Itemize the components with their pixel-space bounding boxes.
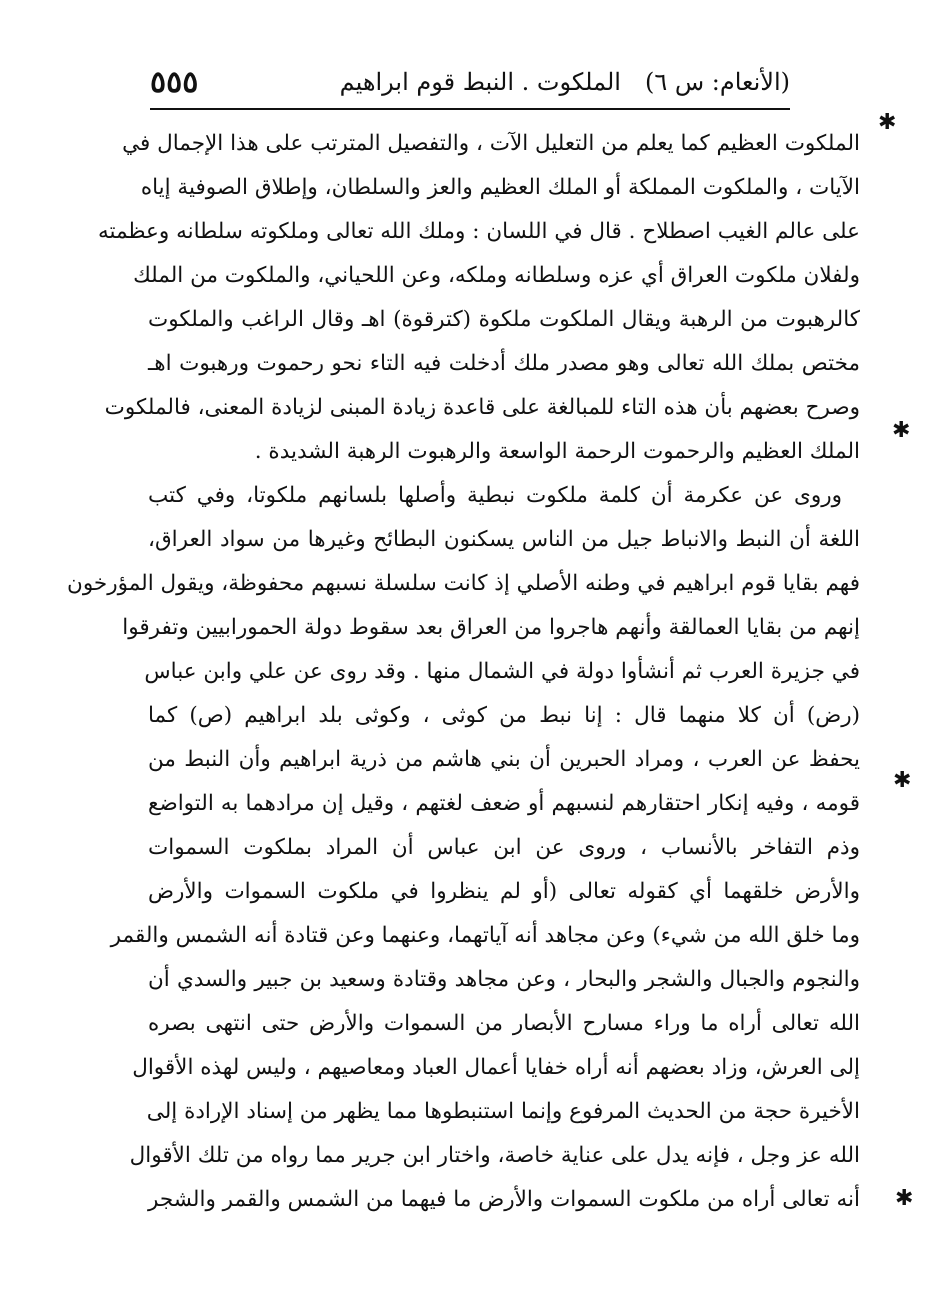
text-line: وصرح بعضهم بأن هذه التاء للمبالغة على قاعدة زيادة المبنى لزيادة المعنى، فالملكوت	[104, 395, 860, 420]
text-line: (رض) أن كلا منهما قال : إنا نبط من كوثى ، وكوثى بلد ابراهيم (ص) كما	[148, 703, 860, 728]
text-line: إلى العرش، وزاد بعضهم أنه أراه خفايا أعمال العباد ومعاصيهم ، وليس لهذه الأقوال	[132, 1055, 860, 1080]
surah-reference: (الأنعام: س ٦)	[644, 68, 790, 96]
text-line: مختص بملك الله تعالى وهو مصدر ملك أدخلت فيه التاء نحو رحموت ورهبوت اهـ	[148, 351, 860, 376]
text-line: وذم التفاخر بالأنساب ، وروى عن ابن عباس أن المراد بملكوت السموات	[148, 835, 860, 860]
text-line: أنه تعالى أراه من ملكوت السموات والأرض ما فيهما من الشمس والقمر والشجر	[148, 1187, 860, 1212]
text-line: وروى عن عكرمة أن كلمة ملكوت نبطية وأصلها بلسانهم ملكوتا، وفي كتب	[148, 483, 842, 508]
page-number: ٥٥٥	[150, 64, 199, 100]
text-line: الله عز وجل ، فإنه يدل على عناية خاصة، واختار ابن جرير مما رواه من تلك الأقوال	[129, 1143, 860, 1168]
text-line: الآيات ، والملكوت المملكة أو الملك العظيم والعز والسلطان، وإطلاق الصوفية إياه	[140, 175, 860, 200]
text-line: والنجوم والجبال والشجر والبحار ، وعن مجاهد وقتادة وسعيد بن جبير والسدي أن	[148, 967, 860, 992]
text-line: الملكوت العظيم كما يعلم من التعليل الآت ، والتفصيل المترتب على هذا الإجمال في	[122, 131, 860, 156]
running-head	[340, 68, 790, 96]
text-line: في جزيرة العرب ثم أنشأوا دولة في الشمال منها . وقد روى عن علي وابن عباس	[144, 659, 860, 684]
text-line: الأخيرة حجة من الحديث المرفوع وإنما استنبطوها مما يظهر من إسناد الإرادة إلى	[146, 1099, 860, 1124]
margin-star-icon: ✱	[893, 768, 912, 793]
margin-star-icon: ✱	[878, 110, 897, 135]
text-line: فهم بقايا قوم ابراهيم في وطنه الأصلي إذ كانت سلسلة نسبهم محفوظة، ويقول المؤرخون	[67, 571, 860, 596]
margin-star-icon: ✱	[895, 1186, 914, 1211]
text-line: إنهم من بقايا العمالقة وأنهم هاجروا من العراق بعد سقوط دولة الحمورابيين وتفرقوا	[122, 615, 860, 640]
text-line: على عالم الغيب اصطلاح . قال في اللسان : وملك الله تعالى وملكوته سلطانه وعظمته	[97, 219, 860, 244]
text-line: الملك العظيم والرحموت الرحمة الواسعة والرهبوت الرهبة الشديدة .	[254, 439, 860, 464]
page-header	[150, 62, 790, 102]
text-line: ولفلان ملكوت العراق أي عزه وسلطانه وملكه، وعن اللحياني، والملكوت من الملك	[133, 263, 860, 288]
running-head-topic: الملكوت . النبط قوم ابراهيم	[339, 68, 621, 96]
body-text	[67, 122, 860, 1222]
text-line: والأرض خلقهما أي كقوله تعالى (أو لم ينظروا في ملكوت السموات والأرض	[148, 879, 860, 904]
margin-star-icon: ✱	[892, 418, 911, 443]
text-line: وما خلق الله من شيء) وعن مجاهد أنه آياتهما، وعنهما وعن قتادة أنه الشمس والقمر	[110, 923, 860, 948]
text-line: كالرهبوت من الرهبة ويقال الملكوت ملكوة (كترقوة) اهـ وقال الراغب والملكوت	[148, 307, 860, 332]
text-line: الله تعالى أراه ما وراء مسارح الأبصار من السموات والأرض حتى انتهى بصره	[148, 1011, 860, 1036]
text-line: يحفظ عن العرب ، ومراد الحبرين أن بني هاشم من ذرية ابراهيم وأن النبط من	[148, 747, 860, 772]
header-rule	[150, 108, 790, 110]
text-line: قومه ، وفيه إنكار احتقارهم لنسبهم أو ضعف لغتهم ، وقيل إن مرادهما به التواضع	[148, 791, 860, 816]
text-line: اللغة أن النبط والانباط جيل من الناس يسكنون البطائح وغيرها من سواد العراق،	[148, 527, 860, 552]
